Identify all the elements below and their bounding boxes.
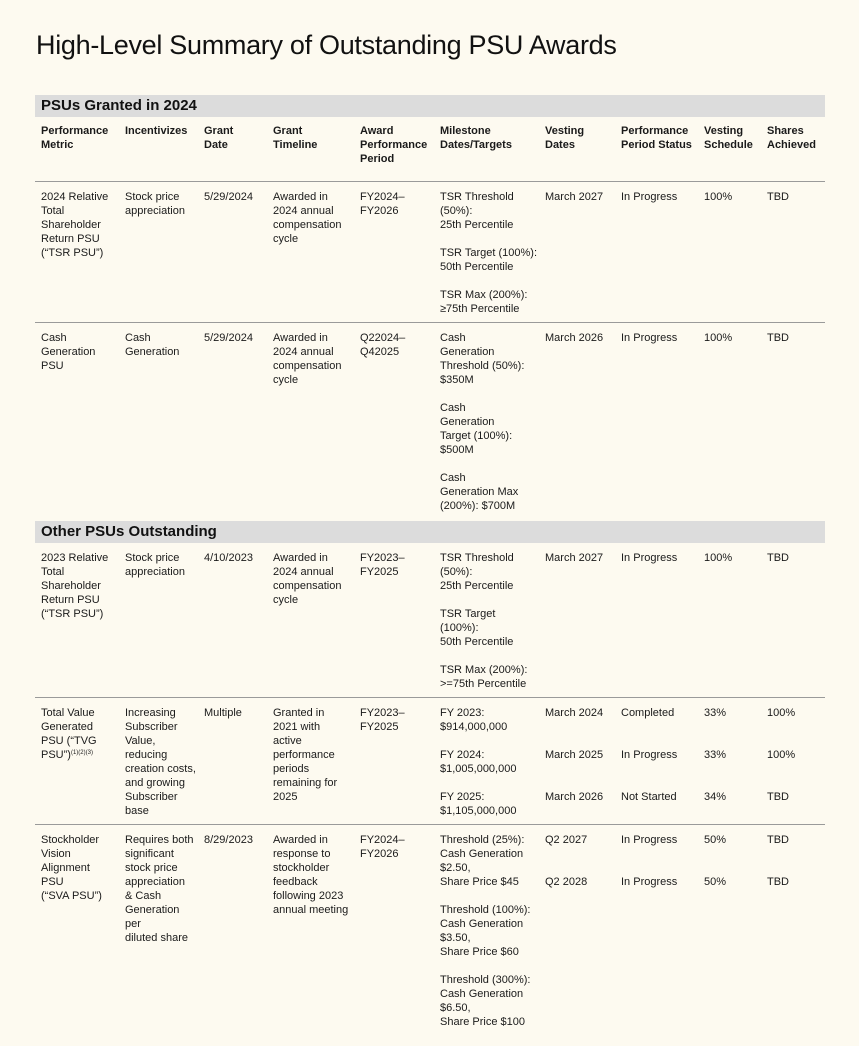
header-vesting-dates: Vesting Dates [539, 117, 615, 182]
status: In Progress [621, 876, 678, 888]
cell-metric: 2023 Relative Total Shareholder Return PSU (“TSR PSU”) [35, 543, 119, 698]
cell-grant-date: 4/10/2023 [198, 543, 267, 698]
table-row [35, 825, 825, 1036]
section-header [35, 521, 825, 543]
vesting-date: March 2027 [545, 552, 604, 564]
cell-status [615, 182, 698, 323]
cell-status [615, 543, 698, 698]
milestone: FY 2024: $1,005,000,000 [440, 749, 517, 775]
cell-grant-date: 8/29/2023 [204, 834, 253, 846]
cell-metric: 2024 Relative Total Shareholder Return PSU (“TSR PSU”) [35, 182, 119, 323]
schedule: 100% [704, 191, 733, 203]
header-grant-date: Grant Date [198, 117, 267, 182]
shares: TBD [767, 791, 789, 803]
schedule: 100% [704, 552, 733, 564]
section-title: Other PSUs Outstanding [35, 521, 825, 543]
cell-milestones [434, 323, 539, 522]
footnote-markers: (1)(2)(3) [70, 750, 93, 756]
milestone: Cash Generation Target (100%): $500M [440, 402, 513, 456]
vesting-date: March 2027 [545, 191, 604, 203]
cell-status [615, 698, 698, 825]
cell-incentivizes: Increasing Subscriber Value, reducing creation costs, and growing Subscriber base [119, 698, 198, 825]
page-title: High-Level Summary of Outstanding PSU Awards [36, 30, 617, 60]
cell-vesting-dates [539, 825, 615, 1036]
cell-shares [761, 543, 825, 698]
milestone: TSR Threshold (50%): 25th Percentile [440, 552, 514, 592]
cell-status [615, 825, 698, 1036]
cell-schedule [698, 698, 761, 825]
milestone: Cash Generation Threshold (50%): $350M [440, 332, 525, 386]
metric-text: Total Value Generated PSU (“TVG PSU”) [41, 707, 97, 761]
status: In Progress [621, 749, 678, 761]
shares: TBD [767, 191, 789, 203]
milestone: Threshold (25%): Cash Generation $2.50, Share Price $45 [440, 834, 525, 888]
cell-vesting-dates [539, 698, 615, 825]
cell-milestones [434, 825, 539, 1036]
schedule: 34% [704, 791, 727, 803]
schedule: 33% [704, 707, 727, 719]
cell-metric: Cash Generation PSU [41, 332, 96, 372]
cell-shares [761, 323, 825, 522]
schedule: 33% [704, 749, 727, 761]
column-header-row [35, 117, 825, 182]
cell-schedule [698, 543, 761, 698]
cell-vesting-dates [539, 182, 615, 323]
cell-incentivizes: Requires both significant stock price appreciation & Cash Generation per diluted share [125, 834, 194, 944]
shares: TBD [767, 876, 789, 888]
shares: TBD [767, 834, 789, 846]
cell-timeline: Awarded in 2024 annual compensation cycle [267, 543, 354, 698]
cell-metric: Stockholder Vision Alignment PSU (“SVA PSU”) [41, 834, 102, 902]
psu-summary-table [35, 95, 825, 1035]
header-incentivizes: Incentivizes [119, 117, 198, 182]
vesting-date: March 2026 [545, 791, 604, 803]
header-performance-metric: Performance Metric [35, 117, 119, 182]
section-title: PSUs Granted in 2024 [35, 95, 825, 117]
table-row [35, 698, 825, 825]
cell-milestones [434, 543, 539, 698]
milestone: TSR Max (200%): >=75th Percentile [440, 664, 528, 690]
cell-schedule [698, 825, 761, 1036]
milestone: TSR Target (100%): 50th Percentile [440, 608, 514, 648]
milestone: TSR Target (100%): 50th Percentile [440, 247, 538, 273]
cell-period: Q22024– Q42025 [360, 332, 406, 358]
milestone: TSR Max (200%): ≥75th Percentile [440, 289, 528, 315]
milestone: Threshold (100%): Cash Generation $3.50, Share Price $60 [440, 904, 531, 958]
schedule: 50% [704, 876, 727, 888]
header-milestone-dates-targets: Milestone Dates/Targets [434, 117, 539, 182]
cell-timeline: Awarded in 2024 annual compensation cycle [267, 182, 354, 323]
header-award-performance-period: Award Performance Period [354, 117, 434, 182]
vesting-date: Q2 2028 [545, 876, 588, 888]
cell-schedule [698, 182, 761, 323]
cell-incentivizes: Cash Generation [125, 332, 180, 358]
milestone: FY 2023: $914,000,000 [440, 707, 508, 733]
table-row [35, 323, 825, 522]
milestone: Threshold (300%): Cash Generation $6.50, Share Price $100 [440, 974, 531, 1028]
vesting-date: Q2 2027 [545, 834, 588, 846]
section-header [35, 95, 825, 117]
cell-vesting-dates [539, 323, 615, 522]
cell-shares [761, 698, 825, 825]
cell-vesting-dates [539, 543, 615, 698]
status: In Progress [621, 834, 678, 846]
schedule: 50% [704, 834, 727, 846]
cell-milestones [434, 698, 539, 825]
milestone: TSR Threshold (50%): 25th Percentile [440, 191, 514, 231]
shares: 100% [767, 707, 796, 719]
psu-summary-table-container [35, 95, 825, 1035]
schedule: 100% [704, 332, 733, 344]
status: Completed [621, 707, 675, 719]
cell-metric [35, 698, 119, 825]
milestone: Cash Generation Max (200%): $700M [440, 472, 519, 512]
cell-timeline: Awarded in 2024 annual compensation cycle [273, 332, 342, 386]
table-row [35, 182, 825, 323]
cell-milestones [434, 182, 539, 323]
header-grant-timeline: Grant Timeline [267, 117, 354, 182]
cell-incentivizes: Stock price appreciation [119, 182, 198, 323]
cell-period: FY2023– FY2025 [354, 543, 434, 698]
header-performance-period-status: Performance Period Status [615, 117, 698, 182]
header-shares-achieved: Shares Achieved [761, 117, 825, 182]
cell-grant-date: 5/29/2024 [204, 332, 253, 344]
cell-timeline: Granted in 2021 with active performance periods remaining for 2025 [267, 698, 354, 825]
vesting-date: March 2026 [545, 332, 604, 344]
vesting-date: March 2025 [545, 749, 604, 761]
status: In Progress [621, 552, 678, 564]
cell-incentivizes: Stock price appreciation [119, 543, 198, 698]
vesting-date: March 2024 [545, 707, 604, 719]
table-row [35, 543, 825, 698]
cell-grant-date: 5/29/2024 [198, 182, 267, 323]
shares: 100% [767, 749, 796, 761]
cell-period: FY2024– FY2026 [354, 182, 434, 323]
cell-status [615, 323, 698, 522]
status: Not Started [621, 791, 677, 803]
cell-shares [761, 825, 825, 1036]
cell-schedule [698, 323, 761, 522]
status: In Progress [621, 191, 678, 203]
cell-timeline: Awarded in response to stockholder feedback following 2023 annual meeting [273, 834, 349, 916]
cell-period: FY2024– FY2026 [360, 834, 405, 860]
shares: TBD [767, 332, 789, 344]
cell-grant-date: Multiple [198, 698, 267, 825]
milestone: FY 2025: $1,105,000,000 [440, 791, 517, 817]
cell-period: FY2023– FY2025 [354, 698, 434, 825]
header-vesting-schedule: Vesting Schedule [698, 117, 761, 182]
cell-shares [761, 182, 825, 323]
status: In Progress [621, 332, 678, 344]
shares: TBD [767, 552, 789, 564]
